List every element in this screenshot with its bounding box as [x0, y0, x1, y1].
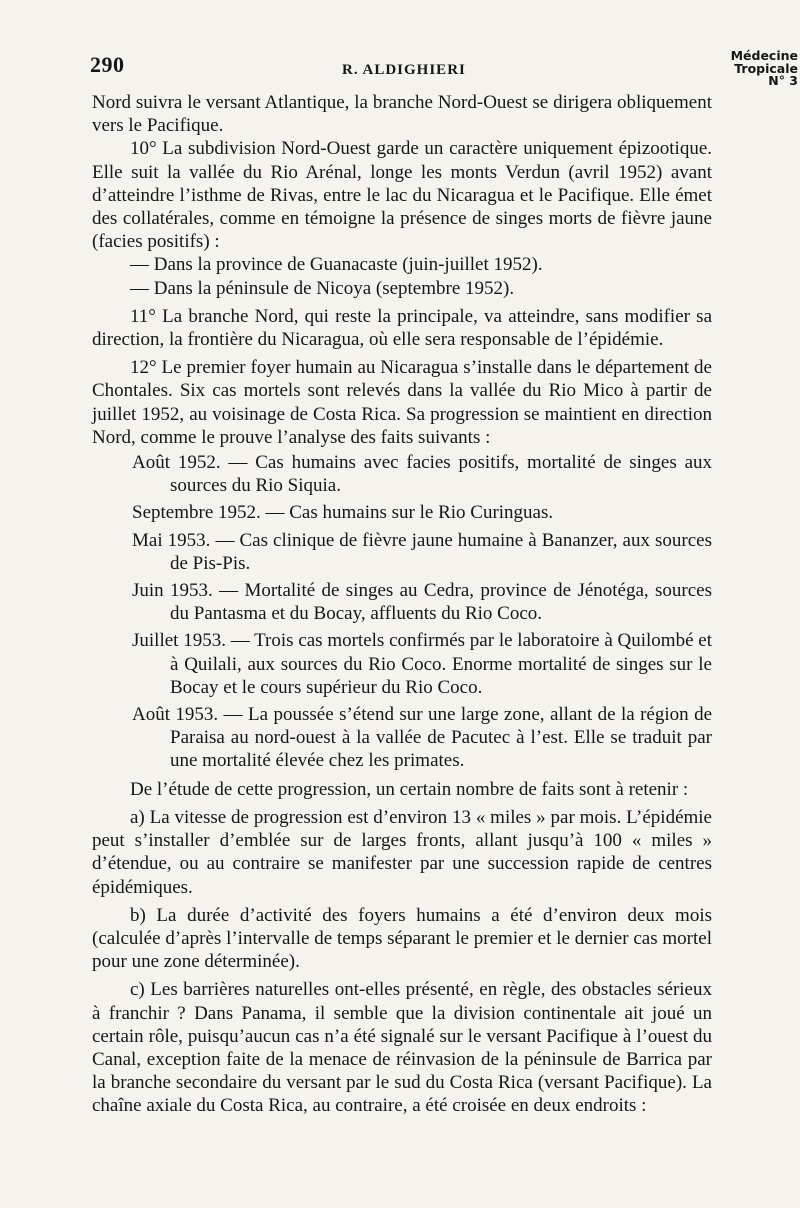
paragraph-11: 11° La branche Nord, qui reste la principale, va atteindre, sans modifier sa direction, la frontière du Nicaragua, où elle sera responsable de l’épidémie.	[92, 305, 712, 351]
paragraph-10: 10° La subdivision Nord-Ouest garde un caractère uniquement épizootique. Elle suit la vallée du Rio Arénal, longe les monts Verdun (avril 1952) avant d’atteindre l’isthme de Rivas, entre le lac du Nicaragua et le Pacifique. Elle émet des collatérales, comme en témoigne la présence de singes morts de fièvre jaune (facies positifs) :	[92, 138, 712, 253]
chronology-juin-1953: Juin 1953. — Mortalité de singes au Cedra, province de Jénotéga, sources du Pantasma et du Bocay, affluents du Rio Coco.	[132, 580, 712, 625]
journal-issue: N° 3	[768, 73, 798, 88]
journal-name-line1: Médecine	[730, 48, 798, 63]
running-header-author: R. ALDIGHIERI	[342, 62, 466, 78]
paragraph-continuation: Nord suivra le versant Atlantique, la branche Nord-Ouest se dirigera obliquement vers le Pacifique.	[92, 92, 712, 137]
paragraph-a: a) La vitesse de progression est d’environ 13 « miles » par mois. L’épidémie peut s’installer d’emblée sur de larges fronts, allant jusqu’à 100 « miles » d’étendue, ou au contraire se manifester par une succession rapide de centres épidémiques.	[92, 806, 712, 898]
paragraph-b: b) La durée d’activité des foyers humains a été d’environ deux mois (calculée d’après l’intervalle de temps séparant le premier et le dernier cas mortel pour une zone déterminée).	[92, 904, 712, 973]
dash-item-nicoya: — Dans la péninsule de Nicoya (septembre 1952).	[130, 277, 515, 299]
journal-reference	[730, 50, 798, 88]
chronology-aout-1952: Août 1952. — Cas humains avec facies positifs, mortalité de singes aux sources du Rio Siquia.	[132, 452, 712, 497]
paragraph-c: c) Les barrières naturelles ont-elles présenté, en règle, des obstacles sérieux à franchir ? Dans Panama, il semble que la division continentale ait joué un certain rôle, puisqu’aucun cas n’a été signalé sur le versant Pacifique à l’ouest du Canal, exception faite de la menace de réinvasion de la péninsule de Barrica par la branche secondaire du versant par le sud du Costa Rica (versant Pacifique). La chaîne axiale du Costa Rica, au contraire, a été croisée en deux endroits :	[92, 979, 712, 1117]
chronology-juillet-1953: Juillet 1953. — Trois cas mortels confirmés par le laboratoire à Quilombé et à Quilali, aux sources du Rio Coco. Enorme mortalité de singes sur le Bocay et le cours supérieur du Rio Coco.	[132, 630, 712, 698]
dash-item-guanacaste: — Dans la province de Guanacaste (juin-juillet 1952).	[130, 254, 543, 276]
chronology-mai-1953: Mai 1953. — Cas clinique de fièvre jaune humaine à Bananzer, aux sources de Pis-Pis.	[132, 529, 712, 574]
paragraph-12: 12° Le premier foyer humain au Nicaragua s’installe dans le département de Chontales. Six cas mortels sont relevés dans la vallée du Rio Mico à partir de juillet 1952, au voisinage de Costa Rica. Sa progression se maintient en direction Nord, comme le prouve l’analyse des faits suivants :	[92, 357, 712, 448]
chronology-aout-1953: Août 1953. — La poussée s’étend sur une large zone, allant de la région de Paraisa au nord-ouest à la vallée de Pacutec à l’est. Elle se traduit par une mortalité élevée chez les primates.	[132, 704, 712, 772]
journal-name-line2: Tropicale	[734, 60, 798, 76]
body-text	[92, 91, 712, 1118]
paragraph-faits: De l’étude de cette progression, un certain nombre de faits sont à retenir :	[130, 778, 689, 800]
chronology-septembre-1952: Septembre 1952. — Cas humains sur le Rio Curinguas.	[132, 502, 554, 524]
page-number: 290	[90, 52, 125, 77]
